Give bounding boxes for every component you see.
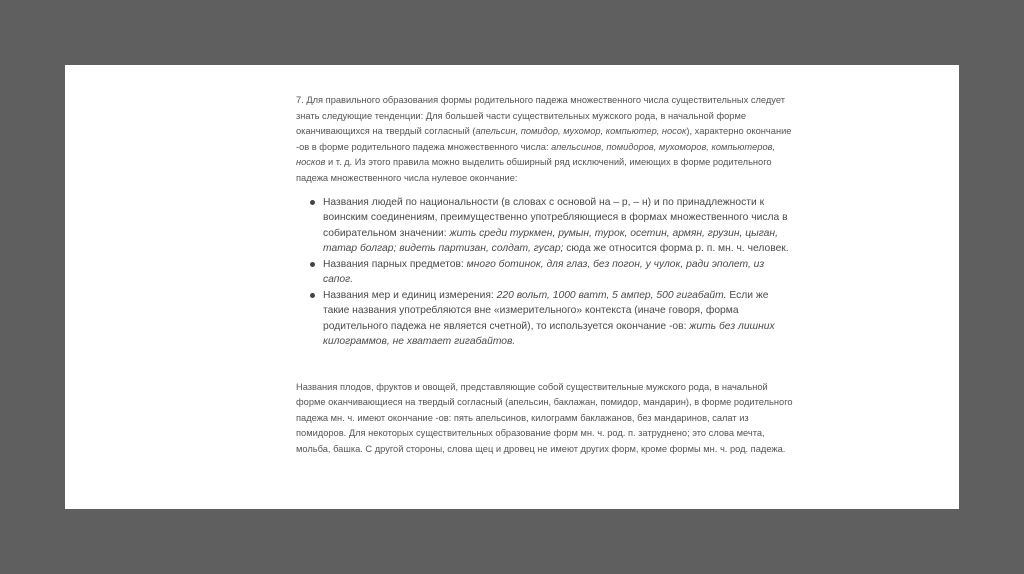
item-examples-tail: жить без лишних килограммов, не хватает гигабайтов. — [323, 320, 775, 348]
item-examples: 220 вольт, 1000 ватт, 5 ампер, 500 гигабайт. — [496, 289, 727, 301]
intro-paragraph — [296, 93, 796, 187]
list-item — [296, 288, 796, 350]
item-text: Названия парных предметов: — [323, 258, 467, 270]
intro-text-3: и т. д. Из этого правила можно выделить обширный ряд исключений, имеющих в форме родительного падежа множественного числа нулевое окончание: — [296, 157, 772, 183]
item-examples: много ботинок, для глаз, без погон, у чулок, ради эполет, из сапог. — [323, 258, 765, 286]
intro-text-2: ), характерно окончание -ов в форме родительного падежа множественного числа: — [296, 126, 792, 152]
item-text: Названия людей по национальности (в словах с основой на – р, – н) и по принадлежности к воинским соединениям, преимущественно употребляющиеся в формах множественного числа в собирательном значении: — [323, 196, 788, 239]
intro-text-1: 7. Для правильного образования формы родительного падежа множественного числа существительных следует знать следующие тенденции: Для большей части существительных мужского рода, в начальной форме оканчивающихся на твердый согласный ( — [296, 95, 785, 137]
slide-content — [296, 93, 796, 458]
slide — [65, 65, 959, 509]
item-text: Названия мер и единиц измерения: — [323, 289, 497, 301]
list-item — [296, 195, 796, 257]
bullet-icon — [310, 293, 315, 298]
bullet-icon — [310, 262, 315, 267]
item-text-tail: Если же такие названия употребляются вне «измерительного» контекста (иначе говоря, форма родительного падежа не является счетной), то используется окончание -ов: — [323, 289, 769, 332]
item-examples: жить среди туркмен, румын, турок, осетин, армян, грузин, цыган, татар болгар; видеть партизан, солдат, гусар; — [323, 227, 778, 255]
bullet-icon — [310, 200, 315, 205]
fruits-paragraph: Названия плодов, фруктов и овощей, представляющие собой существительные мужского рода, в начальной форме оканчивающиеся на твердый согласный (апельсин, баклажан, помидор, мандарин), в форме родительного падежа мн. ч. имеют окончание -ов: пять апельсинов, килограмм баклажанов, без мандаринов, салат из помидоров. Для некоторых существительных образование форм мн. ч. род. п. затруднено; это слова мечта, мольба, башка. С другой стороны, слова щец и дровец не имеют других форм, кроме формы мн. ч. род. падежа. — [296, 381, 793, 454]
item-text-tail: сюда же относится форма р. п. мн. ч. человек. — [563, 243, 789, 255]
list-item — [296, 257, 796, 288]
intro-examples-1: апельсин, помидор, мухомор, компьютер, носок — [475, 126, 687, 137]
exceptions-list — [296, 195, 796, 350]
intro-examples-2: апельсинов, помидоров, мухоморов, компьютеров, носков — [296, 141, 776, 168]
